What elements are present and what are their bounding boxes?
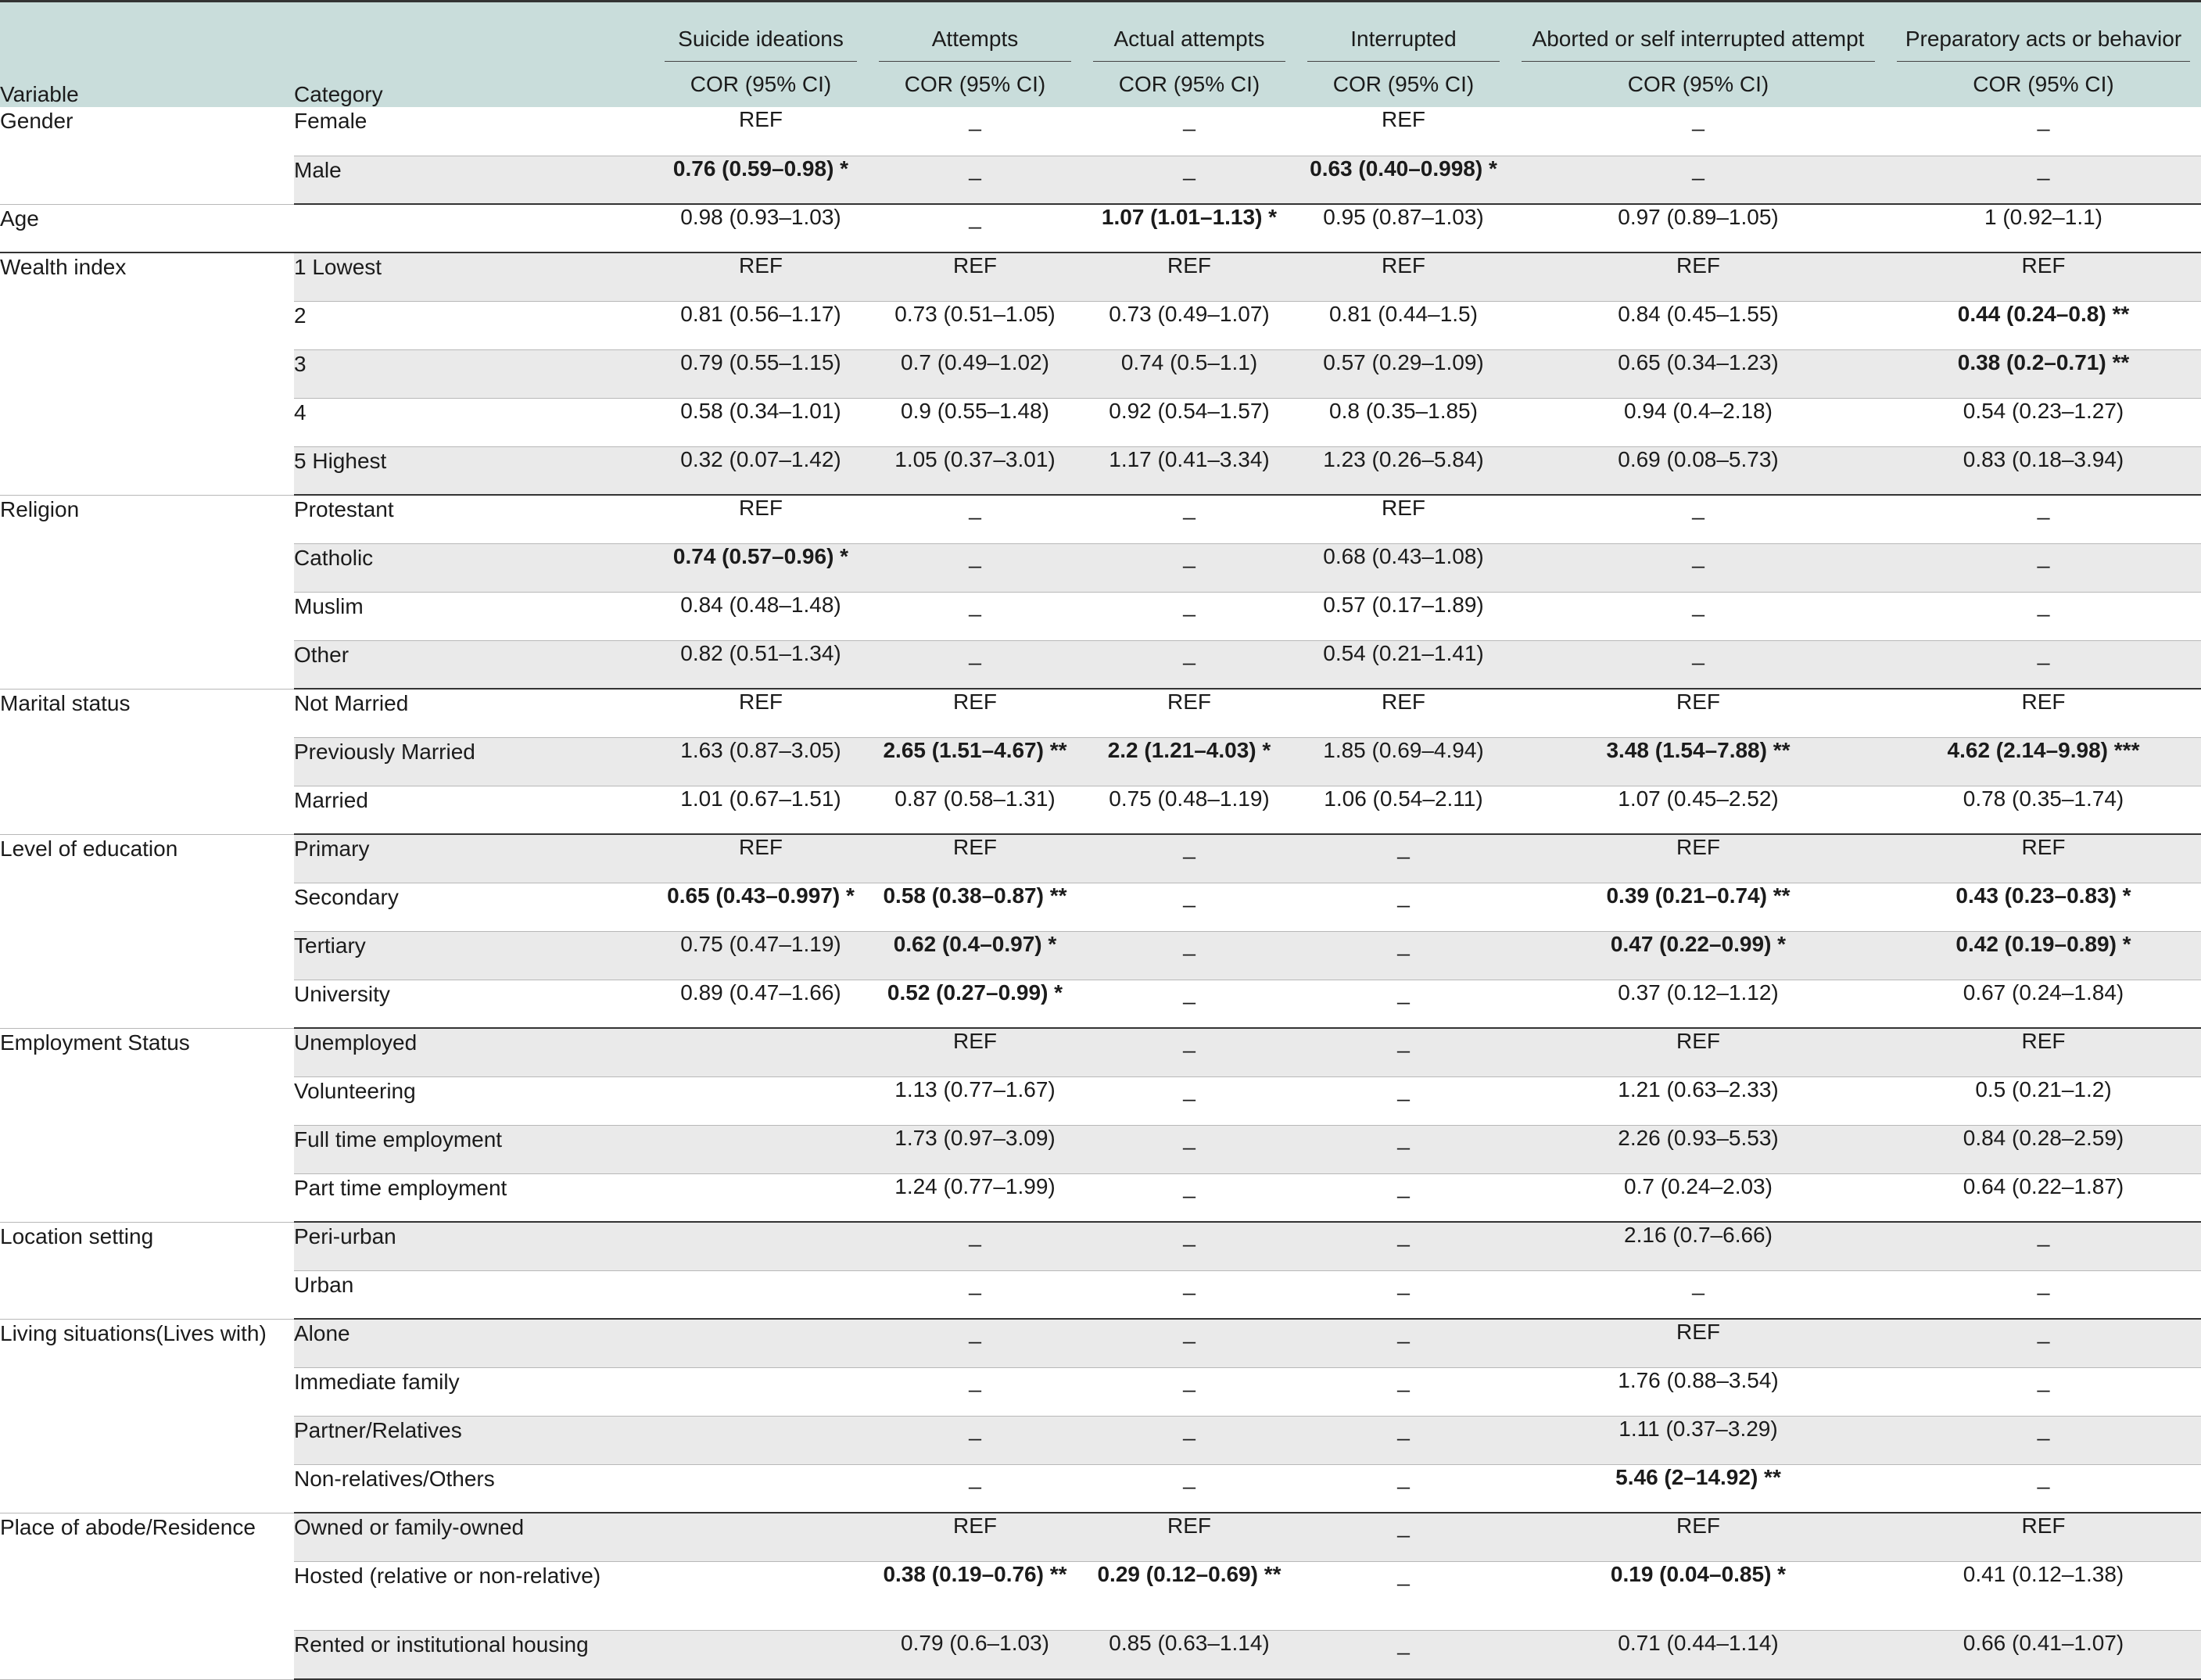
value-cell: 0.87 (0.58–1.31) [868, 786, 1082, 834]
variable-cell: Wealth index [0, 253, 294, 495]
value-cell: 2.26 (0.93–5.53) [1511, 1125, 1886, 1173]
value-cell: _ [1296, 1028, 1511, 1076]
category-cell: 4 [294, 398, 654, 446]
category-cell: Tertiary [294, 931, 654, 980]
value-cell [654, 1631, 868, 1679]
value-cell: _ [1082, 592, 1296, 640]
value-cell: 0.54 (0.23–1.27) [1886, 398, 2201, 446]
table-row [0, 204, 2201, 253]
value-cell: REF [1296, 107, 1511, 156]
value-cell: REF [1886, 1028, 2201, 1076]
value-cell: _ [868, 1222, 1082, 1270]
value-cell: 0.57 (0.17–1.89) [1296, 592, 1511, 640]
value-cell: 0.52 (0.27–0.99) * [868, 980, 1082, 1028]
variable-cell: Marital status [0, 689, 294, 834]
table-row [0, 640, 2201, 689]
value-cell: 0.47 (0.22–0.99) * [1511, 931, 1886, 980]
value-cell: 0.73 (0.51–1.05) [868, 301, 1082, 349]
value-cell: 0.62 (0.4–0.97) * [868, 931, 1082, 980]
header-category: Category [294, 2, 654, 108]
value-cell: 0.94 (0.4–2.18) [1511, 398, 1886, 446]
value-cell: 0.97 (0.89–1.05) [1511, 204, 1886, 253]
value-cell: _ [1082, 1464, 1296, 1513]
value-cell: _ [1082, 883, 1296, 931]
value-cell: _ [868, 543, 1082, 592]
table-row [0, 834, 2201, 883]
value-cell: _ [1296, 1416, 1511, 1464]
header-cor: COR (95% CI) [1886, 62, 2201, 107]
value-cell: 0.5 (0.21–1.2) [1886, 1076, 2201, 1125]
value-cell: 0.65 (0.34–1.23) [1511, 349, 1886, 398]
value-cell: REF [868, 253, 1082, 301]
category-cell: Female [294, 107, 654, 156]
table-row [0, 931, 2201, 980]
header-outcome [654, 2, 868, 63]
value-cell: 0.64 (0.22–1.87) [1886, 1173, 2201, 1222]
value-cell: 0.57 (0.29–1.09) [1296, 349, 1511, 398]
value-cell: 0.66 (0.41–1.07) [1886, 1631, 2201, 1679]
category-cell: 2 [294, 301, 654, 349]
header-outcome [1296, 2, 1511, 63]
category-cell: 1 Lowest [294, 253, 654, 301]
value-cell: REF [1296, 253, 1511, 301]
value-cell: 0.63 (0.40–0.998) * [1296, 156, 1511, 204]
value-cell: 1.73 (0.97–3.09) [868, 1125, 1082, 1173]
category-cell: 3 [294, 349, 654, 398]
value-cell: REF [868, 1513, 1082, 1561]
value-cell: REF [1886, 689, 2201, 737]
value-cell: _ [1296, 1561, 1511, 1631]
value-cell: 1.17 (0.41–3.34) [1082, 446, 1296, 495]
table-row [0, 1125, 2201, 1173]
value-cell: 0.68 (0.43–1.08) [1296, 543, 1511, 592]
table-row [0, 1513, 2201, 1561]
value-cell: 0.84 (0.48–1.48) [654, 592, 868, 640]
value-cell: REF [868, 689, 1082, 737]
category-cell: Non-relatives/Others [294, 1464, 654, 1513]
value-cell: 0.95 (0.87–1.03) [1296, 204, 1511, 253]
value-cell: REF [654, 253, 868, 301]
value-cell: 0.85 (0.63–1.14) [1082, 1631, 1296, 1679]
value-cell: 0.41 (0.12–1.38) [1886, 1561, 2201, 1631]
value-cell: _ [1082, 1076, 1296, 1125]
value-cell: _ [1886, 1464, 2201, 1513]
value-cell [654, 1561, 868, 1631]
value-cell: _ [1511, 592, 1886, 640]
table-row [0, 689, 2201, 737]
value-cell: 0.39 (0.21–0.74) ** [1511, 883, 1886, 931]
value-cell: _ [1082, 1222, 1296, 1270]
value-cell: _ [1886, 156, 2201, 204]
value-cell: REF [1296, 495, 1511, 543]
value-cell: 0.29 (0.12–0.69) ** [1082, 1561, 1296, 1631]
value-cell: 0.83 (0.18–3.94) [1886, 446, 2201, 495]
category-cell: Catholic [294, 543, 654, 592]
value-cell: _ [1296, 1319, 1511, 1367]
value-cell: _ [1296, 1125, 1511, 1173]
category-cell: Rented or institutional housing [294, 1631, 654, 1679]
value-cell: 0.9 (0.55–1.48) [868, 398, 1082, 446]
value-cell: _ [1082, 980, 1296, 1028]
value-cell: 1.11 (0.37–3.29) [1511, 1416, 1886, 1464]
value-cell: REF [654, 495, 868, 543]
value-cell: _ [1082, 107, 1296, 156]
table-row [0, 398, 2201, 446]
value-cell [654, 1125, 868, 1173]
value-cell: _ [1886, 543, 2201, 592]
value-cell: 1.76 (0.88–3.54) [1511, 1367, 1886, 1416]
value-cell: _ [868, 1270, 1082, 1319]
table-row [0, 980, 2201, 1028]
value-cell: 0.69 (0.08–5.73) [1511, 446, 1886, 495]
value-cell: _ [868, 107, 1082, 156]
value-cell: 0.84 (0.45–1.55) [1511, 301, 1886, 349]
value-cell: _ [1082, 1270, 1296, 1319]
table-row [0, 1222, 2201, 1270]
category-cell: Primary [294, 834, 654, 883]
value-cell: 1.63 (0.87–3.05) [654, 737, 868, 786]
value-cell [654, 1028, 868, 1076]
header-outcome-label: Suicide ideations [665, 27, 857, 62]
category-cell: Married [294, 786, 654, 834]
table-row [0, 1076, 2201, 1125]
header-outcome [868, 2, 1082, 63]
value-cell: _ [1886, 1222, 2201, 1270]
value-cell: 0.32 (0.07–1.42) [654, 446, 868, 495]
value-cell: _ [1296, 834, 1511, 883]
variable-cell: Employment Status [0, 1028, 294, 1222]
value-cell: 0.8 (0.35–1.85) [1296, 398, 1511, 446]
value-cell: _ [1886, 1416, 2201, 1464]
category-cell: Owned or family-owned [294, 1513, 654, 1561]
category-cell: Part time employment [294, 1173, 654, 1222]
table-row [0, 592, 2201, 640]
category-cell: Previously Married [294, 737, 654, 786]
category-cell: Other [294, 640, 654, 689]
value-cell: 1.06 (0.54–2.11) [1296, 786, 1511, 834]
value-cell: _ [1886, 640, 2201, 689]
value-cell: 0.7 (0.49–1.02) [868, 349, 1082, 398]
value-cell: _ [868, 204, 1082, 253]
value-cell: REF [654, 107, 868, 156]
value-cell: 1.07 (1.01–1.13) * [1082, 204, 1296, 253]
value-cell: 0.58 (0.38–0.87) ** [868, 883, 1082, 931]
value-cell: 0.19 (0.04–0.85) * [1511, 1561, 1886, 1631]
value-cell: REF [1886, 253, 2201, 301]
value-cell: _ [1082, 543, 1296, 592]
header-outcome-label: Interrupted [1307, 27, 1500, 62]
value-cell: 0.74 (0.57–0.96) * [654, 543, 868, 592]
header-cor: COR (95% CI) [1082, 62, 1296, 107]
table-row [0, 543, 2201, 592]
value-cell: 2.2 (1.21–4.03) * [1082, 737, 1296, 786]
value-cell: REF [1511, 1319, 1886, 1367]
category-cell: Male [294, 156, 654, 204]
value-cell: _ [1082, 1367, 1296, 1416]
value-cell: REF [1511, 253, 1886, 301]
value-cell [654, 1367, 868, 1416]
value-cell: _ [1886, 107, 2201, 156]
value-cell: 0.71 (0.44–1.14) [1511, 1631, 1886, 1679]
table-row [0, 1561, 2201, 1631]
table-row [0, 1319, 2201, 1367]
value-cell [654, 1270, 868, 1319]
variable-cell: Age [0, 204, 294, 253]
value-cell: _ [868, 640, 1082, 689]
value-cell: 1.01 (0.67–1.51) [654, 786, 868, 834]
value-cell: REF [1082, 689, 1296, 737]
header-outcome [1886, 2, 2201, 63]
header-outcome [1511, 2, 1886, 63]
variable-cell: Location setting [0, 1222, 294, 1319]
header-outcome-label: Attempts [879, 27, 1071, 62]
value-cell: _ [1082, 1125, 1296, 1173]
category-cell [294, 204, 654, 253]
category-cell: Partner/Relatives [294, 1416, 654, 1464]
value-cell: REF [1082, 1513, 1296, 1561]
value-cell: _ [1296, 980, 1511, 1028]
value-cell [654, 1416, 868, 1464]
value-cell: 0.38 (0.2–0.71) ** [1886, 349, 2201, 398]
variable-cell: Religion [0, 495, 294, 689]
value-cell: 1.21 (0.63–2.33) [1511, 1076, 1886, 1125]
value-cell: _ [1886, 495, 2201, 543]
category-cell: Volunteering [294, 1076, 654, 1125]
value-cell: 1.23 (0.26–5.84) [1296, 446, 1511, 495]
value-cell [654, 1319, 868, 1367]
category-cell: Protestant [294, 495, 654, 543]
table-row [0, 1173, 2201, 1222]
category-cell: Immediate family [294, 1367, 654, 1416]
value-cell: 4.62 (2.14–9.98) *** [1886, 737, 2201, 786]
value-cell: 0.81 (0.44–1.5) [1296, 301, 1511, 349]
value-cell: REF [654, 689, 868, 737]
value-cell: 1 (0.92–1.1) [1886, 204, 2201, 253]
value-cell [654, 1076, 868, 1125]
value-cell: _ [1082, 931, 1296, 980]
value-cell: _ [1886, 1319, 2201, 1367]
header-cor: COR (95% CI) [654, 62, 868, 107]
value-cell: _ [1511, 640, 1886, 689]
table-row [0, 1464, 2201, 1513]
value-cell: 0.74 (0.5–1.1) [1082, 349, 1296, 398]
value-cell: REF [1296, 689, 1511, 737]
value-cell: 0.79 (0.6–1.03) [868, 1631, 1082, 1679]
value-cell: 2.16 (0.7–6.66) [1511, 1222, 1886, 1270]
value-cell: _ [868, 1319, 1082, 1367]
value-cell: REF [654, 834, 868, 883]
category-cell: Secondary [294, 883, 654, 931]
value-cell: 0.7 (0.24–2.03) [1511, 1173, 1886, 1222]
value-cell: _ [1082, 156, 1296, 204]
variable-cell: Level of education [0, 834, 294, 1028]
value-cell: _ [868, 1464, 1082, 1513]
value-cell: REF [1511, 1028, 1886, 1076]
table-row [0, 301, 2201, 349]
value-cell: _ [1296, 1513, 1511, 1561]
value-cell: _ [1296, 1173, 1511, 1222]
table-row [0, 786, 2201, 834]
category-cell: Alone [294, 1319, 654, 1367]
value-cell: _ [1082, 1028, 1296, 1076]
value-cell: 0.75 (0.47–1.19) [654, 931, 868, 980]
value-cell: 0.67 (0.24–1.84) [1886, 980, 2201, 1028]
table-row [0, 1028, 2201, 1076]
value-cell: 0.89 (0.47–1.66) [654, 980, 868, 1028]
value-cell: REF [1886, 834, 2201, 883]
value-cell [654, 1173, 868, 1222]
value-cell: REF [868, 1028, 1082, 1076]
category-cell: Full time employment [294, 1125, 654, 1173]
table-row [0, 883, 2201, 931]
table-body [0, 107, 2201, 1679]
category-cell: University [294, 980, 654, 1028]
table-row [0, 1270, 2201, 1319]
value-cell: _ [1296, 1222, 1511, 1270]
header-cor: COR (95% CI) [1511, 62, 1886, 107]
category-cell: Unemployed [294, 1028, 654, 1076]
value-cell: _ [1296, 1464, 1511, 1513]
value-cell: 0.76 (0.59–0.98) * [654, 156, 868, 204]
value-cell: REF [1511, 1513, 1886, 1561]
table-row [0, 1416, 2201, 1464]
value-cell: 0.73 (0.49–1.07) [1082, 301, 1296, 349]
value-cell: _ [1082, 495, 1296, 543]
table-row [0, 107, 2201, 156]
value-cell: _ [1082, 834, 1296, 883]
value-cell: _ [1511, 495, 1886, 543]
variable-cell: Place of abode/Residence [0, 1513, 294, 1679]
category-cell: 5 Highest [294, 446, 654, 495]
value-cell: 0.82 (0.51–1.34) [654, 640, 868, 689]
table-header [0, 2, 2201, 108]
value-cell: _ [868, 1367, 1082, 1416]
value-cell: 0.79 (0.55–1.15) [654, 349, 868, 398]
value-cell: 0.44 (0.24–0.8) ** [1886, 301, 2201, 349]
value-cell: 0.75 (0.48–1.19) [1082, 786, 1296, 834]
variable-cell: Gender [0, 107, 294, 204]
value-cell: REF [1511, 834, 1886, 883]
value-cell: 0.38 (0.19–0.76) ** [868, 1561, 1082, 1631]
value-cell: REF [1886, 1513, 2201, 1561]
value-cell: _ [1511, 156, 1886, 204]
value-cell: _ [1511, 543, 1886, 592]
value-cell: 0.98 (0.93–1.03) [654, 204, 868, 253]
value-cell: _ [1296, 1270, 1511, 1319]
category-cell: Hosted (relative or non-relative) [294, 1561, 654, 1631]
value-cell: _ [868, 592, 1082, 640]
header-outcome-label: Actual attempts [1093, 27, 1285, 62]
table-row [0, 253, 2201, 301]
value-cell: 0.43 (0.23–0.83) * [1886, 883, 2201, 931]
value-cell: _ [868, 495, 1082, 543]
value-cell: _ [1511, 1270, 1886, 1319]
value-cell: _ [1296, 931, 1511, 980]
table-row [0, 349, 2201, 398]
value-cell [654, 1222, 868, 1270]
header-outcome-label: Aborted or self interrupted attempt [1522, 27, 1875, 62]
value-cell: REF [868, 834, 1082, 883]
value-cell: 0.54 (0.21–1.41) [1296, 640, 1511, 689]
category-cell: Peri-urban [294, 1222, 654, 1270]
header-outcome [1082, 2, 1296, 63]
value-cell [654, 1513, 868, 1561]
value-cell: 1.07 (0.45–2.52) [1511, 786, 1886, 834]
header-variable: Variable [0, 2, 294, 108]
header-outcome-label: Preparatory acts or behavior [1897, 27, 2190, 62]
table-row [0, 156, 2201, 204]
value-cell: _ [1886, 1367, 2201, 1416]
value-cell: _ [1886, 1270, 2201, 1319]
table-row [0, 446, 2201, 495]
value-cell: _ [1296, 1076, 1511, 1125]
value-cell: 0.58 (0.34–1.01) [654, 398, 868, 446]
value-cell: 0.78 (0.35–1.74) [1886, 786, 2201, 834]
value-cell: 0.42 (0.19–0.89) * [1886, 931, 2201, 980]
value-cell: 0.65 (0.43–0.997) * [654, 883, 868, 931]
value-cell: _ [1082, 1416, 1296, 1464]
header-cor: COR (95% CI) [1296, 62, 1511, 107]
table-row [0, 1631, 2201, 1679]
value-cell: _ [1511, 107, 1886, 156]
table-row [0, 1367, 2201, 1416]
value-cell: _ [1082, 1173, 1296, 1222]
table-row [0, 737, 2201, 786]
value-cell [654, 1464, 868, 1513]
variable-cell: Living situations(Lives with) [0, 1319, 294, 1513]
category-cell: Muslim [294, 592, 654, 640]
value-cell: _ [1296, 1367, 1511, 1416]
value-cell: REF [1082, 253, 1296, 301]
value-cell: _ [1082, 640, 1296, 689]
value-cell: 1.05 (0.37–3.01) [868, 446, 1082, 495]
table-row [0, 495, 2201, 543]
value-cell: REF [1511, 689, 1886, 737]
value-cell: 1.13 (0.77–1.67) [868, 1076, 1082, 1125]
value-cell: _ [1082, 1319, 1296, 1367]
value-cell: 3.48 (1.54–7.88) ** [1511, 737, 1886, 786]
value-cell: 5.46 (2–14.92) ** [1511, 1464, 1886, 1513]
value-cell: 0.37 (0.12–1.12) [1511, 980, 1886, 1028]
value-cell: 2.65 (1.51–4.67) ** [868, 737, 1082, 786]
value-cell: 1.85 (0.69–4.94) [1296, 737, 1511, 786]
header-cor: COR (95% CI) [868, 62, 1082, 107]
category-cell: Urban [294, 1270, 654, 1319]
value-cell: 0.92 (0.54–1.57) [1082, 398, 1296, 446]
value-cell: _ [868, 156, 1082, 204]
value-cell: _ [1296, 1631, 1511, 1679]
category-cell: Not Married [294, 689, 654, 737]
value-cell: 0.81 (0.56–1.17) [654, 301, 868, 349]
value-cell: _ [1886, 592, 2201, 640]
value-cell: _ [868, 1416, 1082, 1464]
value-cell: 0.84 (0.28–2.59) [1886, 1125, 2201, 1173]
value-cell: _ [1296, 883, 1511, 931]
value-cell: 1.24 (0.77–1.99) [868, 1173, 1082, 1222]
